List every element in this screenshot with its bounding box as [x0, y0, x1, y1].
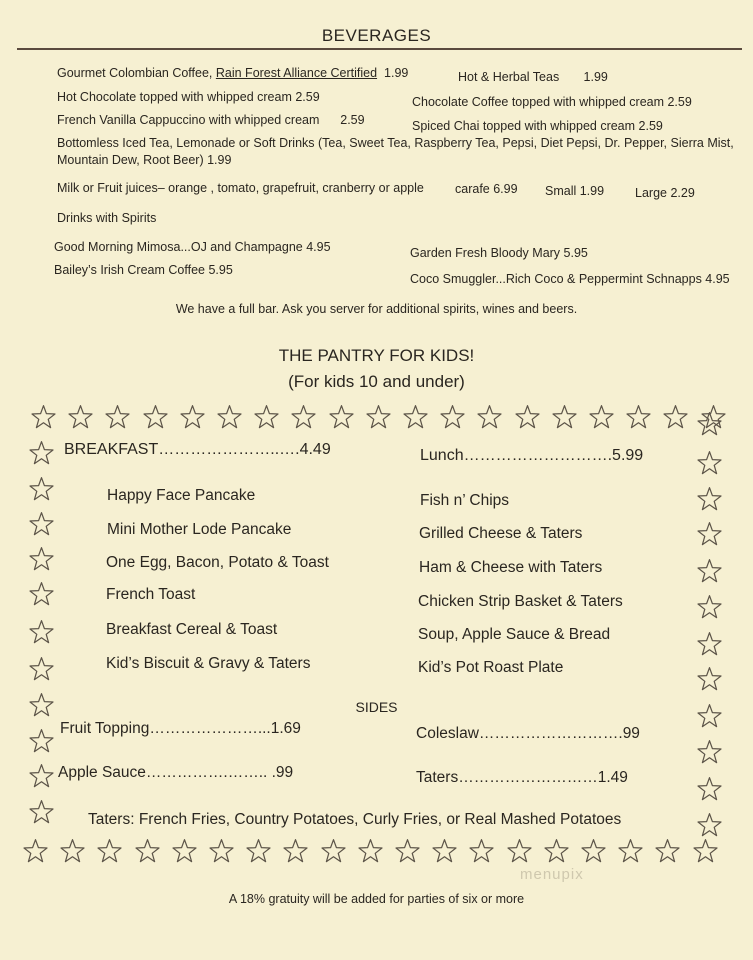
- star-icon: [439, 404, 466, 431]
- star-icon: [696, 521, 723, 548]
- breakfast-item: Breakfast Cereal & Toast: [106, 621, 278, 638]
- lunch-item: Soup, Apple Sauce & Bread: [418, 626, 611, 643]
- star-icon: [96, 838, 123, 865]
- coffee-item: [57, 66, 408, 81]
- vanilla-cappuccino-item: [57, 113, 365, 128]
- spiced-chai-item: Spiced Chai topped with whipped cream 2.59: [412, 119, 663, 133]
- star-icon: [696, 631, 723, 658]
- star-icon: [365, 404, 392, 431]
- herbal-tea-item: [458, 70, 608, 85]
- star-icon: [253, 404, 280, 431]
- spirits-heading: Drinks with Spirits: [57, 211, 157, 225]
- lunch-item: Chicken Strip Basket & Taters: [418, 593, 623, 610]
- breakfast-item: Happy Face Pancake: [107, 487, 256, 504]
- star-icon: [662, 404, 689, 431]
- side-apple-sauce: Apple Sauce…………….…….. .99: [58, 764, 294, 781]
- star-icon: [580, 838, 607, 865]
- star-icon: [654, 838, 681, 865]
- chocolate-coffee-item: Chocolate Coffee topped with whipped cream 2.59: [412, 95, 692, 109]
- star-icon: [551, 404, 578, 431]
- star-icon: [28, 476, 55, 503]
- lunch-header: Lunch……………………….5.99: [420, 447, 644, 464]
- coffee-certification: Rain Forest Alliance Certified: [215, 66, 378, 80]
- star-icon: [696, 666, 723, 693]
- star-icon: [588, 404, 615, 431]
- lunch-item: Kid’s Pot Roast Plate: [418, 659, 564, 676]
- star-icon: [290, 404, 317, 431]
- star-icon: [104, 404, 131, 431]
- star-icon: [67, 404, 94, 431]
- gratuity-note: A 18% gratuity will be added for parties of six or more: [228, 892, 525, 906]
- bottomless-drinks-line1: Bottomless Iced Tea, Lemonade or Soft Drinks (Tea, Sweet Tea, Raspberry Tea, Pepsi, Diet Pepsi, Dr. Pepper, Sierra Mist,: [57, 136, 734, 150]
- star-icon: [320, 838, 347, 865]
- breakfast-item: Mini Mother Lode Pancake: [107, 521, 292, 538]
- bottomless-drinks-line2: Mountain Dew, Root Beer) 1.99: [57, 153, 232, 167]
- star-icon: [282, 838, 309, 865]
- coffee-name: Gourmet Colombian Coffee,: [57, 66, 216, 80]
- star-icon: [28, 763, 55, 790]
- star-icon: [476, 404, 503, 431]
- beverages-title: BEVERAGES: [321, 26, 432, 45]
- star-icon: [468, 838, 495, 865]
- lunch-item: Grilled Cheese & Taters: [419, 525, 583, 542]
- kids-title: THE PANTRY FOR KIDS!: [278, 346, 475, 365]
- star-icon: [402, 404, 429, 431]
- star-icon: [431, 838, 458, 865]
- star-icon: [394, 838, 421, 865]
- mimosa-item: Good Morning Mimosa...OJ and Champagne 4.95: [54, 240, 331, 254]
- star-icon: [617, 838, 644, 865]
- breakfast-item: Kid’s Biscuit & Gravy & Taters: [106, 655, 311, 672]
- star-icon: [28, 799, 55, 826]
- header-divider: [17, 48, 742, 50]
- side-coleslaw: Coleslaw……………………….99: [416, 725, 640, 742]
- star-icon: [328, 404, 355, 431]
- herbal-tea-name: Hot & Herbal Teas: [458, 70, 560, 84]
- sides-title: SIDES: [355, 699, 398, 715]
- herbal-tea-price: 1.99: [583, 70, 608, 84]
- star-icon: [59, 838, 86, 865]
- large-price: Large 2.29: [635, 186, 695, 200]
- breakfast-item: French Toast: [106, 586, 196, 603]
- star-icon: [514, 404, 541, 431]
- hot-chocolate-item: Hot Chocolate topped with whipped cream 2.59: [57, 90, 320, 104]
- lunch-item: Ham & Cheese with Taters: [419, 559, 603, 576]
- star-icon: [134, 838, 161, 865]
- coffee-price: 1.99: [384, 66, 409, 80]
- star-icon: [696, 486, 723, 513]
- full-bar-note: We have a full bar. Ask you server for additional spirits, wines and beers.: [175, 302, 578, 316]
- kids-subtitle: (For kids 10 and under): [288, 372, 465, 391]
- vanilla-price: 2.59: [340, 113, 365, 127]
- star-icon: [142, 404, 169, 431]
- star-icon: [179, 404, 206, 431]
- star-icon: [28, 619, 55, 646]
- small-price: Small 1.99: [545, 184, 605, 198]
- star-icon: [696, 739, 723, 766]
- vanilla-name: French Vanilla Cappuccino with whipped cream: [57, 113, 320, 127]
- coco-smuggler-item: Coco Smuggler...Rich Coco & Peppermint Schnapps 4.95: [410, 272, 730, 286]
- star-icon: [22, 838, 49, 865]
- star-icon: [28, 656, 55, 683]
- star-icon: [696, 776, 723, 803]
- taters-note: Taters: French Fries, Country Potatoes, Curly Fries, or Real Mashed Potatoes: [88, 811, 622, 828]
- watermark: menupix: [520, 866, 584, 883]
- star-icon: [696, 812, 723, 839]
- star-icon: [696, 411, 723, 438]
- baileys-item: Bailey’s Irish Cream Coffee 5.95: [54, 263, 233, 277]
- star-icon: [357, 838, 384, 865]
- carafe-price: carafe 6.99: [455, 182, 518, 196]
- star-icon: [696, 450, 723, 477]
- star-icon: [30, 404, 57, 431]
- side-taters: Taters………………………1.49: [416, 769, 628, 786]
- star-icon: [28, 440, 55, 467]
- star-icon: [171, 838, 198, 865]
- star-icon: [625, 404, 652, 431]
- star-icon: [696, 594, 723, 621]
- star-icon: [245, 838, 272, 865]
- star-icon: [208, 838, 235, 865]
- star-icon: [506, 838, 533, 865]
- star-icon: [28, 546, 55, 573]
- milk-juice-item: Milk or Fruit juices– orange , tomato, grapefruit, cranberry or apple: [57, 181, 424, 195]
- breakfast-header: BREAKFAST…………………..….4.49: [64, 441, 331, 458]
- lunch-item: Fish n’ Chips: [420, 492, 510, 509]
- star-icon: [28, 581, 55, 608]
- star-icon: [543, 838, 570, 865]
- breakfast-item: One Egg, Bacon, Potato & Toast: [106, 554, 329, 571]
- star-icon: [696, 558, 723, 585]
- star-icon: [28, 511, 55, 538]
- side-fruit-topping: Fruit Topping…………………...1.69: [60, 720, 301, 737]
- bloody-mary-item: Garden Fresh Bloody Mary 5.95: [410, 246, 588, 260]
- star-icon: [28, 728, 55, 755]
- star-icon: [216, 404, 243, 431]
- star-icon: [692, 838, 719, 865]
